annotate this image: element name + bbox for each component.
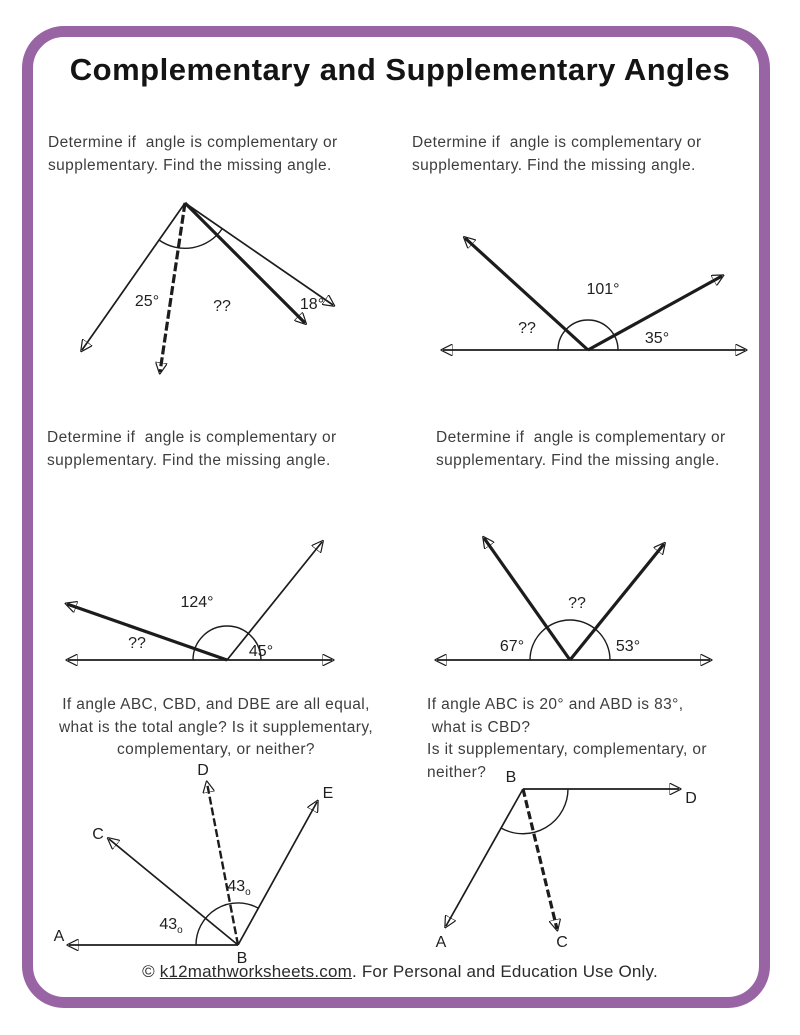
point-label-C: C [92, 826, 104, 843]
problem-1-prompt [48, 132, 393, 177]
ray-BE [238, 802, 317, 945]
degree-mark: o [177, 925, 183, 936]
ray-BD [207, 783, 238, 945]
problem-4-prompt-line-2: supplementary. Find the missing angle. [436, 451, 720, 469]
problem-3-prompt-line-1: Determine if angle is complementary or [47, 429, 337, 446]
angle-label: ?? [518, 320, 536, 337]
degree-mark: o [245, 887, 251, 898]
angle-label: 67° [499, 638, 525, 655]
angle-label: 124° [180, 594, 214, 611]
ray [185, 203, 305, 323]
angle-value: 43 [159, 916, 178, 933]
angle-label-43-lower [159, 916, 183, 936]
problem-5-prompt-line-1: If angle ABC, CBD, and DBE are all equal, [62, 696, 370, 713]
angle-value: 43 [227, 878, 246, 895]
problem-2-prompt [412, 132, 752, 177]
problem-4-prompt-line-1: Determine if angle is complementary or [436, 429, 726, 446]
problem-5-prompt [38, 694, 394, 762]
problem-4-diagram [425, 510, 745, 670]
ray [160, 203, 185, 372]
angle-label: 45° [248, 643, 274, 660]
angle-label: 25° [134, 293, 160, 310]
angle-label: 53° [615, 638, 641, 655]
angle-label: ?? [128, 635, 146, 652]
problem-6-prompt-line-3: Is it supplementary, complementary, or [427, 741, 707, 758]
angle-label: 101° [586, 281, 620, 298]
ray-BC [523, 789, 557, 929]
problem-5-prompt-line-3: complementary, or neither? [117, 741, 315, 758]
problem-6-prompt-line-2: what is CBD? [427, 718, 531, 736]
angle-label: 35° [644, 330, 670, 347]
point-label-C: C [556, 934, 568, 951]
problem-2-prompt-line-2: supplementary. Find the missing angle. [412, 156, 696, 174]
point-label-A: A [53, 928, 65, 945]
problem-1-prompt-line-2: supplementary. Find the missing angle. [48, 156, 332, 174]
problem-5-prompt-line-2: what is the total angle? Is it supplementary, [58, 718, 374, 736]
point-label-E: E [322, 785, 334, 802]
problem-3-diagram [55, 530, 355, 670]
footer [0, 962, 800, 982]
page-title: Complementary and Supplementary Angles [69, 52, 731, 87]
ray [185, 203, 333, 305]
point-label-B: B [505, 769, 517, 786]
problem-3-prompt [47, 427, 392, 472]
point-label-D: D [685, 790, 697, 807]
problem-3-prompt-line-2: supplementary. Find the missing angle. [47, 451, 331, 469]
angle-label: ?? [568, 595, 586, 612]
problem-6-diagram [420, 760, 720, 960]
point-label-A: A [435, 934, 447, 951]
problem-2-prompt-line-1: Determine if angle is complementary or [412, 134, 702, 151]
problem-1-diagram [55, 190, 355, 390]
problem-5-diagram [45, 755, 355, 970]
footer-suffix: . For Personal and Education Use Only. [352, 962, 658, 981]
ray [67, 604, 227, 660]
point-label-D: D [197, 762, 209, 779]
ray [82, 203, 185, 350]
point-label-B: B [236, 950, 248, 967]
angle-label-43-upper [227, 878, 251, 898]
ray-BA [446, 789, 523, 926]
copyright-symbol: © [142, 962, 160, 981]
problem-6-prompt-line-1: If angle ABC is 20° and ABD is 83°, [427, 696, 684, 713]
problem-4-prompt [436, 427, 761, 472]
problem-1-prompt-line-1: Determine if angle is complementary or [48, 134, 338, 151]
problem-6-prompt-line-4: neither? [427, 763, 487, 781]
ray [484, 538, 570, 660]
angle-label: 18° [299, 296, 325, 313]
angle-label: ?? [213, 298, 231, 315]
angle-arc [558, 320, 618, 350]
footer-link[interactable]: k12mathworksheets.com [159, 962, 352, 981]
problem-2-diagram [425, 220, 765, 365]
ray [227, 542, 322, 660]
